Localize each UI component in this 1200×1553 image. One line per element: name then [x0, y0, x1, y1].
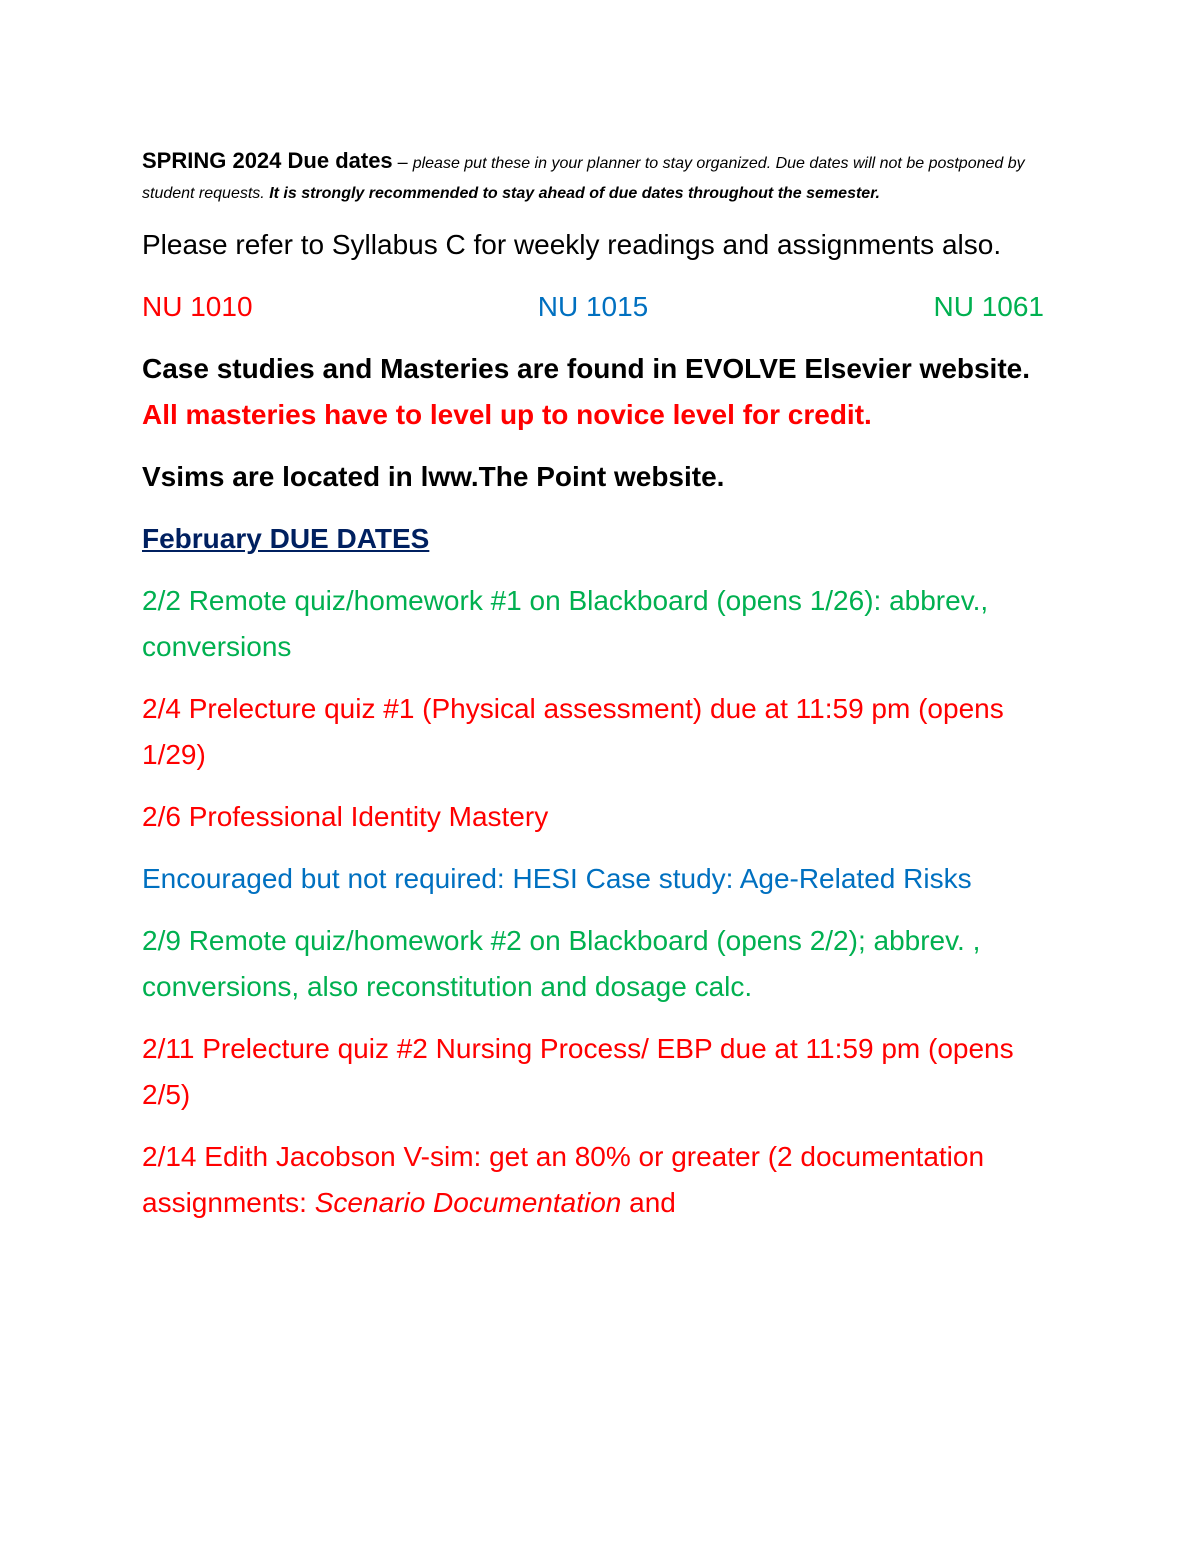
- course-list: [142, 284, 1044, 330]
- syllabus-reference: Please refer to Syllabus C for weekly readings and assignments also.: [142, 229, 1002, 260]
- due-item-2-14: [142, 1134, 1052, 1226]
- due-item-2-2: 2/2 Remote quiz/homework #1 on Blackboard (opens 1/26): abbrev., conversions: [142, 585, 989, 662]
- february-heading: February DUE DATES: [142, 523, 430, 554]
- due-item-2-11: 2/11 Prelecture quiz #2 Nursing Process/ EBP due at 11:59 pm (opens 2/5): [142, 1033, 1014, 1110]
- due-item-2-14-text: 2/14 Edith Jacobson V-sim: get an 80% or greater (2 documentation assignments:: [142, 1141, 985, 1218]
- case-studies-text: Case studies and Masteries are found in EVOLVE Elsevier website.: [142, 353, 1031, 384]
- due-item-2-4: 2/4 Prelecture quiz #1 (Physical assessment) due at 11:59 pm (opens 1/29): [142, 693, 1004, 770]
- vsims-note: Vsims are located in lww.The Point website.: [142, 461, 725, 492]
- header-note: [142, 146, 1052, 208]
- scenario-documentation: Scenario Documentation: [314, 1187, 622, 1218]
- optional-case-study: Encouraged but not required: HESI Case study: Age-Related Risks: [142, 863, 972, 894]
- course-nu-1010: NU 1010: [142, 291, 253, 322]
- masteries-requirement: All masteries have to level up to novice level for credit.: [142, 399, 872, 430]
- due-item-2-6: 2/6 Professional Identity Mastery: [142, 801, 549, 832]
- due-item-2-9: 2/9 Remote quiz/homework #2 on Blackboard (opens 2/2); abbrev. , conversions, also reconstitution and dosage calc.: [142, 925, 981, 1002]
- recommendation-note: It is strongly recommended to stay ahead of due dates throughout the semester.: [269, 185, 880, 202]
- course-nu-1061: NU 1061: [933, 291, 1044, 322]
- course-nu-1015: NU 1015: [537, 291, 649, 322]
- planner-note: please put these in your planner to stay organized. Due dates will not be postponed by student requests.: [142, 155, 1025, 202]
- document-title: SPRING 2024 Due dates: [142, 148, 393, 173]
- title-dash: –: [392, 152, 413, 172]
- case-studies-note: [142, 346, 1052, 438]
- document-content: [142, 146, 1052, 1242]
- due-item-2-14-tail: and: [621, 1187, 676, 1218]
